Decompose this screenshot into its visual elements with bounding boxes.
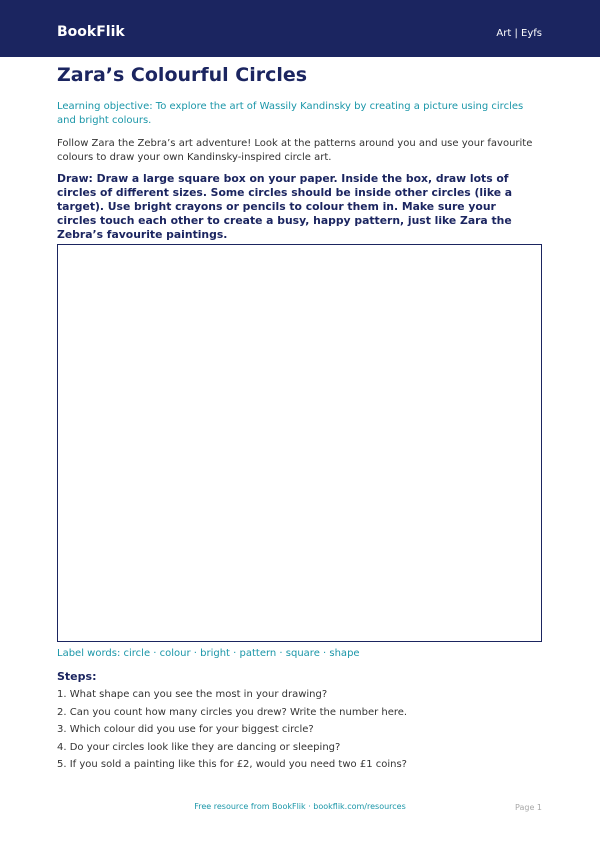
footer-link[interactable]: Free resource from BookFlik · bookflik.com/resources (194, 802, 406, 811)
steps-list (57, 688, 407, 776)
page-header (0, 0, 600, 57)
draw-instruction: Draw: Draw a large square box on your paper. Inside the box, draw lots of circles of different sizes. Some circles should be inside other circles (like a target). Use bright crayons or pencils to colour them in. Make sure your circles touch each other to create a busy, happy pattern, just like Zara the Zebra’s favourite paintings. (57, 172, 513, 241)
step-item: 4. Do your circles look like they are dancing or sleeping? (57, 741, 341, 753)
label-words: Label words: circle · colour · bright · pattern · square · shape (57, 648, 360, 659)
page-title: Zara’s Colourful Circles (57, 64, 308, 86)
step-item: 2. Can you count how many circles you drew? Write the number here. (57, 706, 408, 718)
step-item: 3. Which colour did you use for your biggest circle? (57, 724, 314, 735)
brand-logo[interactable]: BookFlik (57, 24, 125, 40)
steps-heading: Steps: (57, 670, 97, 683)
drawing-box (57, 244, 542, 642)
step-item: 5. If you sold a painting like this for £2, would you need two £1 coins? (57, 759, 407, 770)
step-item: 1. What shape can you see the most in your drawing? (57, 689, 328, 700)
intro-text: Follow Zara the Zebra’s art adventure! Look at the patterns around you and use your favourite colours to draw your own Kandinsky-inspired circle art. (57, 138, 533, 163)
learning-objective: Learning objective: To explore the art of Wassily Kandinsky by creating a picture using circles and bright colours. (57, 101, 524, 126)
subject-tag: Art | Eyfs (496, 28, 542, 39)
page-number: Page 1 (515, 803, 542, 812)
